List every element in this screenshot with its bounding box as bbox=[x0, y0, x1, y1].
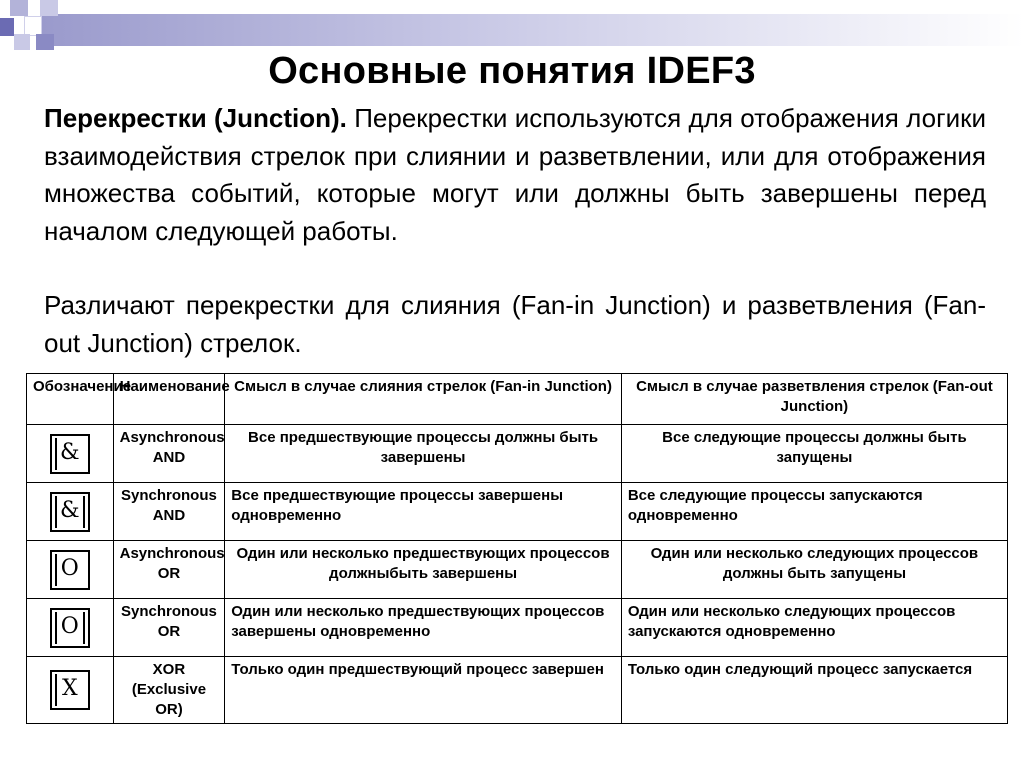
table-header-row bbox=[27, 374, 1008, 425]
fan-out-meaning: Все следующие процессы запускаются одновременно bbox=[621, 483, 1007, 541]
fan-out-meaning: Только один следующий процесс запускается bbox=[621, 657, 1007, 724]
fan-in-meaning: Все предшествующие процессы завершены одновременно bbox=[225, 483, 622, 541]
fan-in-meaning: Один или несколько предшествующих процессов завершены одновременно bbox=[225, 599, 622, 657]
symbol-glyph: & bbox=[60, 439, 80, 465]
deco-square bbox=[40, 0, 58, 16]
async-and-icon bbox=[50, 434, 90, 474]
junction-name: XOR (Exclusive OR) bbox=[113, 657, 225, 724]
symbol-cell bbox=[27, 541, 114, 599]
table-row bbox=[27, 483, 1008, 541]
sync-or-icon bbox=[50, 608, 90, 648]
symbol-cell bbox=[27, 425, 114, 483]
table-row bbox=[27, 425, 1008, 483]
junction-name: Synchronous AND bbox=[113, 483, 225, 541]
deco-square bbox=[14, 34, 30, 50]
header-gradient-bar bbox=[40, 14, 1024, 46]
symbol-glyph: X bbox=[61, 676, 78, 701]
fan-out-meaning: Один или несколько следующих процессов запускаются одновременно bbox=[621, 599, 1007, 657]
header-fan-in: Смысл в случае слияния стрелок (Fan-in Junction) bbox=[225, 374, 622, 425]
symbol-glyph: & bbox=[60, 497, 80, 523]
fan-out-meaning: Один или несколько следующих процессов должны быть запущены bbox=[621, 541, 1007, 599]
fan-in-meaning: Один или несколько предшествующих процессов должныбыть завершены bbox=[225, 541, 622, 599]
table-row bbox=[27, 541, 1008, 599]
fan-out-meaning: Все следующие процессы должны быть запущены bbox=[621, 425, 1007, 483]
junction-name: Synchronous OR bbox=[113, 599, 225, 657]
symbol-cell bbox=[27, 657, 114, 724]
symbol-glyph: O bbox=[60, 613, 79, 639]
junction-table bbox=[26, 373, 1008, 724]
junction-text: Перекрестки используются для отображения логики взаимодействия стрелок при слиянии и разветвлении, или для отображения множества событий, которые могут или должны быть завершены перед началом следующей работы. bbox=[44, 103, 986, 246]
deco-square bbox=[10, 0, 28, 16]
fan-in-meaning: Все предшествующие процессы должны быть завершены bbox=[225, 425, 622, 483]
xor-icon bbox=[50, 670, 90, 710]
deco-square bbox=[24, 16, 42, 36]
deco-square bbox=[0, 18, 14, 36]
header-name: Наименование bbox=[113, 374, 225, 425]
junction-types-text: Различают перекрестки для слияния (Fan-in Junction) и разветвления (Fan-out Junction) стрелок. bbox=[44, 290, 986, 358]
junction-description bbox=[44, 100, 986, 250]
header-symbol: Обозначение bbox=[27, 374, 114, 425]
sync-and-icon bbox=[50, 492, 90, 532]
fan-in-meaning: Только один предшествующий процесс завершен bbox=[225, 657, 622, 724]
table-row bbox=[27, 599, 1008, 657]
header-fan-out: Смысл в случае разветвления стрелок (Fan-out Junction) bbox=[621, 374, 1007, 425]
symbol-cell bbox=[27, 483, 114, 541]
table-row bbox=[27, 657, 1008, 724]
async-or-icon bbox=[50, 550, 90, 590]
junction-name: Asynchronous AND bbox=[113, 425, 225, 483]
symbol-glyph: O bbox=[60, 555, 79, 581]
junction-name: Asynchronous OR bbox=[113, 541, 225, 599]
deco-square bbox=[36, 34, 54, 50]
symbol-cell bbox=[27, 599, 114, 657]
junction-term: Перекрестки (Junction). bbox=[44, 103, 347, 133]
page-title: Основные понятия IDEF3 bbox=[268, 50, 756, 92]
